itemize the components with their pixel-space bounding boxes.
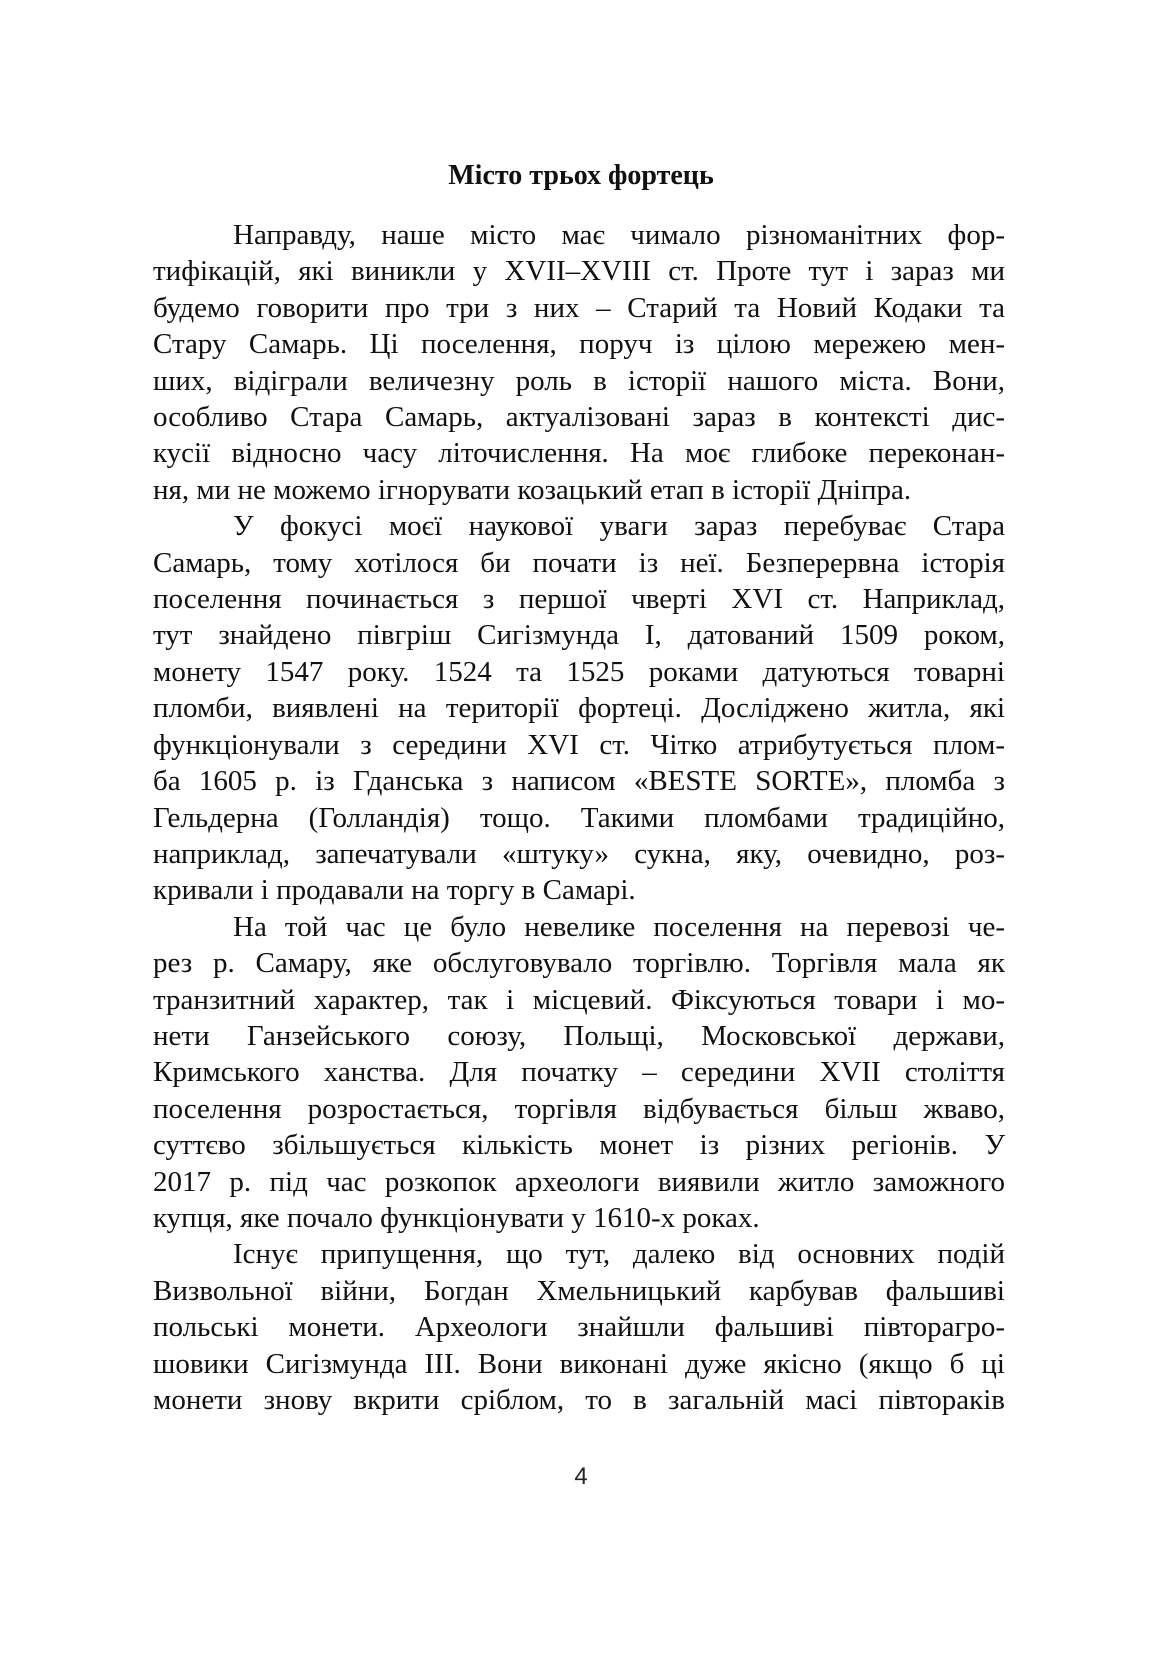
text-line: 2017 р. під час розкопок археологи виявили житло заможного [153, 1165, 1005, 1198]
text-line: наприклад, запечатували «штуку» сукна, яку, очевидно, роз- [153, 837, 1005, 870]
text-line: ба 1605 р. із Гданська з написом «BESTE SORTE», пломба з [153, 765, 1005, 798]
paragraph [153, 909, 1005, 1237]
text-line: рез р. Самару, яке обслуговувало торгівлю. Торгівля мала як [153, 947, 1005, 980]
paragraph [153, 508, 1005, 908]
text-line: купця, яке почало функціонувати у 1610-х роках. [153, 1201, 760, 1234]
text-line: функціонували з середини XVI ст. Чітко атрибутується плом- [153, 728, 1005, 761]
text-line: ших, відіграли величезну роль в історії нашого міста. Вони, [153, 364, 1005, 397]
text-line: особливо Стара Самарь, актуалізовані зараз в контексті дис- [153, 401, 1005, 434]
text-line: кусії відносно часу літочислення. На моє глибоке переконан- [153, 437, 1005, 470]
text-line: У фокусі моєї наукової уваги зараз перебуває Стара [233, 510, 1005, 543]
text-line: нети Ганзейського союзу, Польщі, Московської держави, [153, 1019, 1005, 1052]
text-line: польські монети. Археологи знайшли фальшиві півторагро- [153, 1311, 1005, 1344]
text-line: суттєво збільшується кількість монет із різних регіонів. У [153, 1129, 1005, 1162]
text-line: кривали і продавали на торгу в Самарі. [153, 874, 636, 907]
text-line: Гельдерна (Голландія) тощо. Такими пломбами традиційно, [153, 801, 1005, 834]
text-line: Визвольної війни, Богдан Хмельницький карбував фальшиві [153, 1274, 1005, 1307]
paragraph [153, 217, 1005, 508]
paragraph [153, 1236, 1005, 1418]
text-line: шовики Сигізмунда ІІІ. Вони виконані дуже якісно (якщо б ці [153, 1347, 1005, 1380]
text-line: Кримського ханства. Для початку – середини XVII століття [153, 1056, 1005, 1089]
text-line: Стару Самарь. Ці поселення, поруч із цілою мережею мен- [153, 328, 1005, 361]
page-number: 4 [574, 1463, 588, 1490]
text-line: пломби, виявлені на території фортеці. Досліджено житла, які [153, 692, 1005, 725]
text-line: поселення починається з першої чверті XVI ст. Наприклад, [153, 583, 1005, 616]
text-line: монети знову вкрити сріблом, то в загальній масі півтораків [153, 1384, 1005, 1416]
text-line: Направду, наше місто має чимало різноманітних фор- [233, 219, 1005, 251]
text-line: ня, ми не можемо ігнорувати козацький етап в історії Дніпра. [153, 473, 912, 506]
text-line: поселення розростається, торгівля відбувається більш жваво, [153, 1092, 1005, 1125]
text-line: тут знайдено півгріш Сигізмунда І, датований 1509 роком, [153, 619, 1005, 652]
text-line: На той час це було невелике поселення на перевозі че- [233, 910, 1005, 943]
text-line: тифікацій, які виникли у XVII–XVIII ст. Проте тут і зараз ми [153, 255, 1005, 288]
body-text [153, 217, 1005, 1418]
text-line: Існує припущення, що тут, далеко від основних подій [233, 1238, 1005, 1271]
text-line: монету 1547 року. 1524 та 1525 роками датуються товарні [153, 655, 1005, 688]
page-title: Місто трьох фортець [448, 160, 714, 191]
text-line: транзитний характер, так і місцевий. Фіксуються товари і мо- [153, 983, 1005, 1016]
text-line: будемо говорити про три з них – Старий та Новий Кодаки та [153, 291, 1005, 324]
text-line: Самарь, тому хотілося би почати із неї. Безперервна історія [153, 546, 1005, 579]
